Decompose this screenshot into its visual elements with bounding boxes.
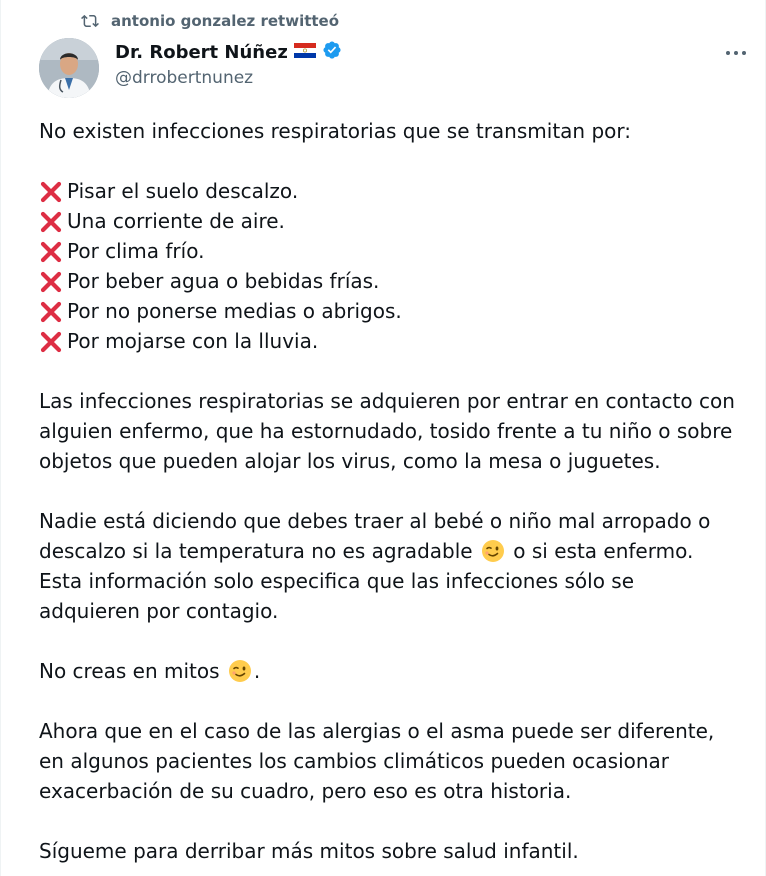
winking-face-icon: [481, 539, 505, 563]
cross-mark-icon: [39, 206, 65, 236]
myth-text: Pisar el suelo descalzo.: [67, 179, 299, 203]
tweet-text: [39, 116, 739, 866]
retweet-context[interactable]: [81, 10, 339, 32]
more-options-button[interactable]: [719, 40, 753, 66]
winking-face-icon: [228, 659, 252, 683]
myth-item: [39, 266, 739, 296]
cross-mark-icon: [39, 176, 65, 206]
tweet-intro: No existen infecciones respiratorias que se transmitan por:: [39, 119, 631, 143]
tweet-paragraph: Ahora que en el caso de las alergias o el asma puede ser diferente, en algunos pacientes los cambios climáticos pueden ocasionar exacerbación de su cuadro, pero eso es otra historia.: [39, 719, 715, 803]
avatar[interactable]: [39, 38, 99, 98]
myth-item: [39, 236, 739, 266]
myth-item: [39, 206, 739, 236]
cross-mark-icon: [39, 266, 65, 296]
tweet-paragraph: Las infecciones respiratorias se adquieren por entrar en contacto con alguien enfermo, que ha estornudado, tosido frente a tu niño o sobre objetos que pueden alojar los virus, como la mesa o juguetes.: [39, 389, 735, 473]
cross-mark-icon: [39, 326, 65, 356]
myth-text: Por mojarse con la lluvia.: [67, 329, 319, 353]
avatar-image: [39, 38, 99, 98]
author-name[interactable]: Dr. Robert Núñez: [115, 42, 288, 63]
myth-item: [39, 296, 739, 326]
retweet-icon: [81, 12, 99, 30]
tweet-paragraph-part: o si esta enfermo. Esta información solo especifica que las infecciones sólo se adquieren por contagio.: [39, 539, 694, 623]
tweet-paragraph: Sígueme para derribar más mitos sobre salud infantil.: [39, 839, 579, 863]
tweet-paragraph-part: .: [253, 659, 261, 683]
author-name-row[interactable]: [115, 40, 342, 65]
myth-text: Por no ponerse medias o abrigos.: [67, 299, 402, 323]
tweet-paragraph: [39, 656, 739, 686]
paraguay-flag-icon: [294, 42, 316, 63]
myth-text: Por clima frío.: [67, 239, 205, 263]
tweet-paragraph-part: Nadie está diciendo que debes traer al bebé o niño mal arropado o descalzo si la temperatura no es agradable: [39, 509, 711, 563]
retweet-text: antonio gonzalez retwitteó: [111, 12, 340, 30]
myth-text: Por beber agua o bebidas frías.: [67, 269, 380, 293]
more-options-icon: [725, 50, 747, 56]
cross-mark-icon: [39, 236, 65, 266]
myth-item: [39, 176, 739, 206]
myth-text: Una corriente de aire.: [67, 209, 285, 233]
tweet-paragraph-part: No creas en mitos: [39, 659, 220, 683]
myth-item: [39, 326, 739, 356]
author-handle[interactable]: @drrobertnunez: [115, 68, 254, 88]
tweet-paragraph: [39, 506, 739, 626]
cross-mark-icon: [39, 296, 65, 326]
verified-badge-icon[interactable]: [322, 40, 342, 65]
